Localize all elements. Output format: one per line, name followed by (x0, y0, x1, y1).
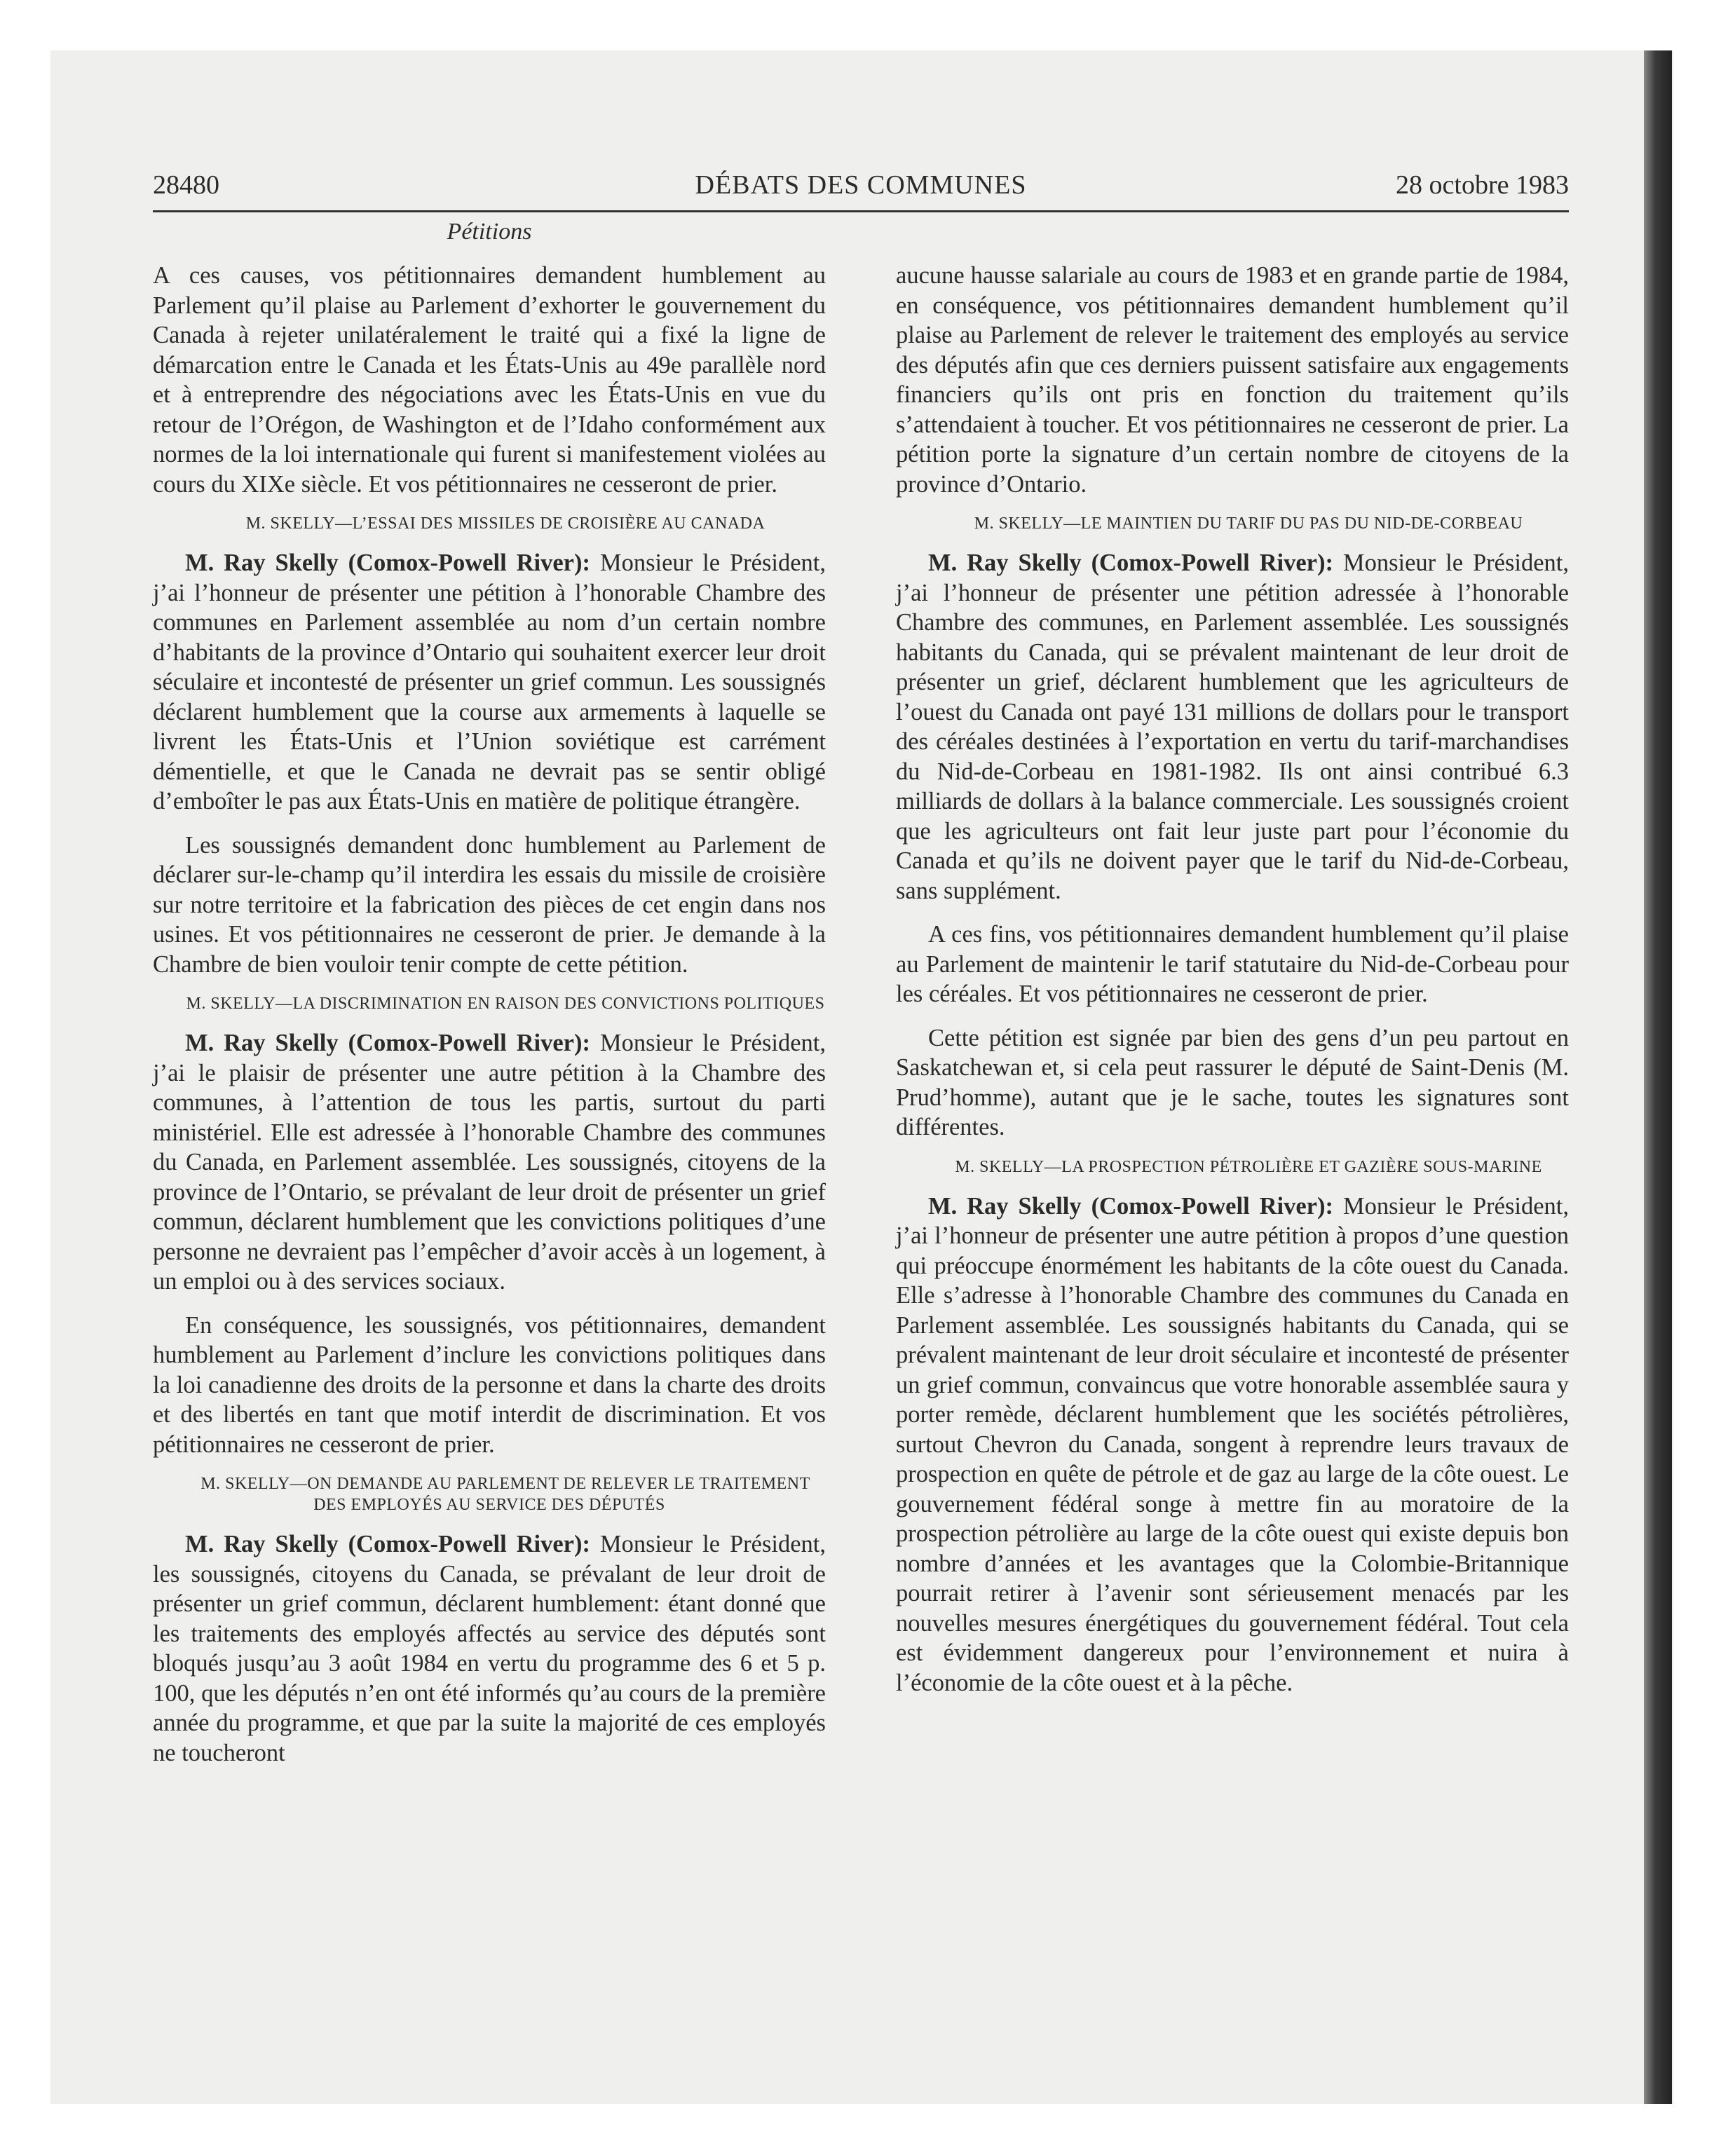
speaker-name: M. Ray Skelly (Comox-Powell River): (928, 550, 1333, 576)
left-column (153, 261, 826, 1768)
right-column (896, 261, 1569, 1698)
speech-paragraph (896, 1192, 1569, 1698)
speech-text: Monsieur le Président, j’ai l’honneur de présenter une autre pétition à propos d’une question qui préoccupe énormément les habitants de la côte ouest du Canada. Elle s’adresse à l’honorable Chambre des communes du Canada en Parlement assemblée. Les soussignés habitants du Canada, qui se prévalent maintenant de leur droit séculaire et incontesté de présenter un grief commun, convaincus que votre honorable assemblée saura y porter remède, déclarent humblement que les sociétés pétrolières, surtout Chevron du Canada, songent à reprendre leurs travaux de prospection en quête de pétrole et de gaz au large de la côte ouest. Le gouvernement fédéral songe à mettre fin au moratoire de la prospection pétrolière au large de la côte ouest qui existe depuis bon nombre d’années et les avantages que la Colombie-Britannique pourrait retirer à l’avenir sont sérieusement menacés par les nouvelles mesures énergétiques du gouvernement fédéral. Tout cela est évidemment dangereux pour l’environnement et nuira à l’économie de la côte ouest et à la pêche. (896, 1192, 1569, 1696)
rubric-heading: M. SKELLY—LE MAINTIEN DU TARIF DU PAS DU NID-DE-CORBEAU (974, 514, 1523, 533)
section-title: Pétitions (447, 219, 532, 245)
paragraph: Cette pétition est signée par bien des gens d’un peu partout en Saskatchewan et, si cela peut rassurer le député de Saint-Denis (M. Prud’homme), autant que je le sache, toutes les signatures sont différentes. (896, 1024, 1569, 1140)
publication-date: 28 octobre 1983 (1396, 170, 1569, 200)
paragraph: A ces causes, vos pétitionnaires demandent humblement au Parlement qu’il plaise au Parlement d’exhorter le gouvernement du Canada à rejeter unilatéralement le traité qui a fixé la ligne de démarcation entre le Canada et les États-Unis au 49e parallèle nord et à entreprendre des négociations avec les États-Unis en vue du retour de l’Orégon, de Washington et de l’Idaho conformément aux normes de la loi internationale qui furent si manifestement violées au cours du XIXe siècle. Et vos pétitionnaires ne cesseront de prier. (153, 262, 826, 498)
speaker-name: M. Ray Skelly (Comox-Powell River): (185, 1531, 590, 1557)
speech-paragraph (896, 548, 1569, 906)
speech-paragraph (153, 1529, 826, 1768)
page-number: 28480 (153, 170, 219, 200)
speaker-name: M. Ray Skelly (Comox-Powell River): (185, 550, 590, 576)
rubric-heading: M. SKELLY—LA PROSPECTION PÉTROLIÈRE ET GAZIÈRE SOUS-MARINE (955, 1157, 1542, 1176)
speech-text: Monsieur le Président, les soussignés, citoyens du Canada, se prévalant de leur droit de présenter un grief commun, déclarent humblement: étant donné que les traitements des employés affectés au service des députés sont bloqués jusqu’au 3 août 1984 en vertu du programme des 6 et 5 p. 100, que les députés n’en ont été informés qu’au cours de la première année du programme, et que par la suite la majorité de ces employés ne toucheront (153, 1531, 826, 1766)
speech-text: Monsieur le Président, j’ai l’honneur de présenter une pétition adressée à l’honorable Chambre des communes, en Parlement assemblée. Les soussignés habitants du Canada, qui se prévalent maintenant de leur droit de présenter un grief, déclarent humblement que les agriculteurs de l’ouest du Canada ont payé 131 millions de dollars pour le transport des céréales destinées à l’exportation en vertu du tarif-marchandises du Nid-de-Corbeau en 1981-1982. Ils ont ainsi contribué 6.3 milliards de dollars à la balance commerciale. Les soussignés croient que les agriculteurs ont fait leur juste part pour l’économie du Canada et qu’ils ne doivent payer que le tarif du Nid-de-Corbeau, sans supplément. (896, 550, 1569, 904)
rubric-heading: M. SKELLY—LA DISCRIMINATION EN RAISON DES CONVICTIONS POLITIQUES (186, 995, 825, 1013)
speech-paragraph (153, 1028, 826, 1297)
paragraph: En conséquence, les soussignés, vos pétitionnaires, demandent humblement au Parlement d’inclure les convictions politiques dans la loi canadienne des droits de la personne et dans la charte des droits et des libertés en tant que motif interdit de discrimination. Et vos pétitionnaires ne cesseront de prier. (153, 1311, 826, 1458)
rubric-heading: M. SKELLY—ON DEMANDE AU PARLEMENT DE RELEVER LE TRAITEMENT DES EMPLOYÉS AU SERVICE DES DÉPUTÉS (200, 1475, 810, 1514)
speech-paragraph (153, 548, 826, 817)
speech-text: Monsieur le Président, j’ai le plaisir de présenter une autre pétition à la Chambre des communes, à l’attention de tous les partis, surtout du parti ministériel. Elle est adressée à l’honorable Chambre des communes du Canada, en Parlement assemblée. Les soussignés, citoyens de la province de l’Ontario, se prévalant de leur droit de présenter un grief commun, déclarent humblement que les convictions politiques d’une personne ne devraient pas l’empêcher d’avoir accès à un logement, à un emploi ou à des services sociaux. (153, 1030, 826, 1295)
scan-edge-shadow (1644, 50, 1672, 2104)
paragraph: Les soussignés demandent donc humblement au Parlement de déclarer sur-le-champ qu’il interdira les essais du missile de croisière sur notre territoire et la fabrication des pièces de cet engin dans nos usines. Et vos pétitionnaires ne cesseront de prier. Je demande à la Chambre de bien vouloir tenir compte de cette pétition. (153, 831, 826, 978)
speech-text: Monsieur le Président, j’ai l’honneur de présenter une pétition à l’honorable Chambre des communes en Parlement assemblée au nom d’un certain nombre d’habitants de la province d’Ontario qui souhaitent exercer leur droit séculaire et incontesté de présenter un grief commun. Les soussignés déclarent humblement que la course aux armements à laquelle se livrent les États-Unis et l’Union soviétique est carrément démentielle, et que le Canada ne devrait pas se sentir obligé d’emboîter le pas aux États-Unis en matière de politique étrangère. (153, 550, 826, 814)
page-header (153, 170, 1569, 212)
rubric-heading: M. SKELLY—L’ESSAI DES MISSILES DE CROISIÈRE AU CANADA (245, 514, 766, 533)
paragraph: aucune hausse salariale au cours de 1983 et en grande partie de 1984, en conséquence, vos pétitionnaires demandent humblement qu’il plaise au Parlement de relever le traitement des employés au service des députés afin que ces derniers puissent satisfaire aux engagements financiers qu’ils ont pris en fonction du traitement qu’ils s’attendaient à toucher. Et vos pétitionnaires ne cesseront de prier. La pétition porte la signature d’un certain nombre de citoyens de la province d’Ontario. (896, 262, 1569, 498)
speaker-name: M. Ray Skelly (Comox-Powell River): (928, 1192, 1333, 1220)
publication-title: DÉBATS DES COMMUNES (695, 170, 1027, 200)
paragraph: A ces fins, vos pétitionnaires demandent humblement qu’il plaise au Parlement de maintenir le tarif statutaire du Nid-de-Corbeau pour les céréales. Et vos pétitionnaires ne cesseront de prier. (896, 921, 1569, 1007)
speaker-name: M. Ray Skelly (Comox-Powell River): (185, 1030, 590, 1056)
